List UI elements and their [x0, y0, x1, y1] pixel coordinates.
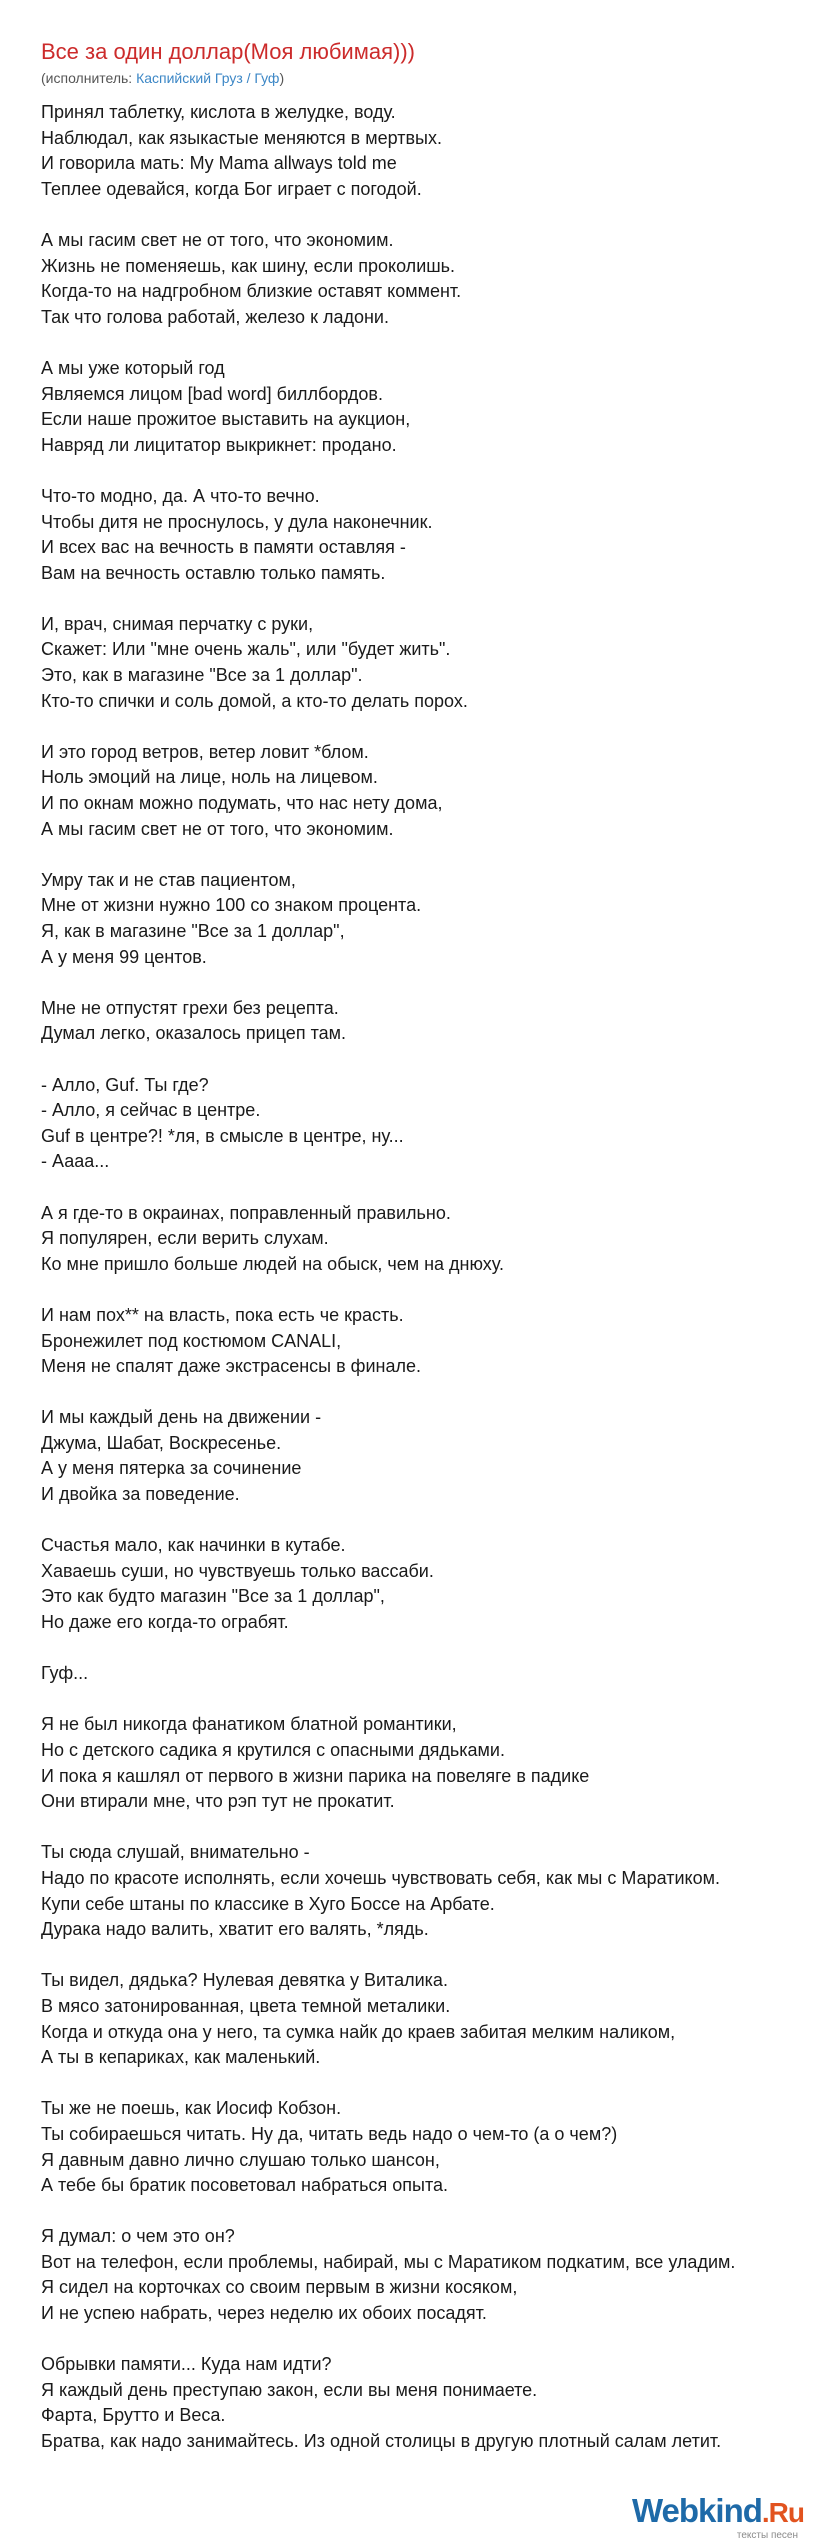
lyrics-line: Купи себе штаны по классике в Хуго Боссе на Арбате.: [41, 1893, 495, 1914]
lyrics-line: Джума, Шабат, Воскресенье.: [41, 1432, 282, 1453]
lyrics-line: - Аааа...: [41, 1151, 110, 1172]
lyrics-line: А мы уже который год: [41, 357, 225, 378]
lyrics-line: Кто-то спички и соль домой, а кто-то делать порох.: [41, 690, 468, 711]
lyrics-stanza: [41, 484, 818, 586]
artist-prefix: (исполнитель:: [41, 70, 137, 86]
lyrics-stanza: [41, 1712, 818, 1814]
lyrics-stanza: [41, 868, 818, 970]
lyrics-line: Что-то модно, да. А что-то вечно.: [41, 485, 320, 506]
lyrics-line: И по окнам можно подумать, что нас нету дома,: [41, 793, 443, 814]
artist-link[interactable]: Каспийский Груз / Гуф: [136, 70, 280, 86]
lyrics-line: Но даже его когда-то ограбят.: [41, 1612, 289, 1633]
lyrics-line: Я не был никогда фанатиком блатной романтики,: [41, 1714, 457, 1735]
lyrics-line: А я где-то в окраинах, поправленный правильно.: [41, 1202, 451, 1223]
lyrics-stanza: [41, 1201, 818, 1278]
lyrics-line: И пока я кашлял от первого в жизни парика на повеляге в падике: [41, 1765, 590, 1786]
lyrics-line: Скажет: Или "мне очень жаль", или "будет жить".: [41, 639, 451, 660]
lyrics-line: Это, как в магазине "Все за 1 доллар".: [41, 665, 363, 686]
lyrics-stanza: [41, 1533, 818, 1635]
lyrics-line: Чтобы дитя не проснулось, у дула наконечник.: [41, 511, 433, 532]
lyrics-line: Мне не отпустят грехи без рецепта.: [41, 997, 339, 1018]
lyrics-line: - Алло, я сейчас в центре.: [41, 1100, 261, 1121]
lyrics-line: Умру так и не став пациентом,: [41, 869, 296, 890]
lyrics-line: Это как будто магазин "Все за 1 доллар",: [41, 1586, 385, 1607]
lyrics-line: Теплее одевайся, когда Бог играет с погодой.: [41, 178, 422, 199]
lyrics-line: Наблюдал, как языкастые меняются в мертвых.: [41, 127, 442, 148]
lyrics-line: Надо по красоте исполнять, если хочешь чувствовать себя, как мы с Маратиком.: [41, 1867, 720, 1888]
lyrics-line: И, врач, снимая перчатку с руки,: [41, 613, 314, 634]
lyrics-stanza: [41, 356, 818, 458]
lyrics-line: Я каждый день преступаю закон, если вы меня понимаете.: [41, 2379, 538, 2400]
lyrics-line: А мы гасим свет не от того, что экономим.: [41, 818, 394, 839]
lyrics-stanza: [41, 100, 818, 202]
lyrics-line: Я давным давно лично слушаю только шансон,: [41, 2149, 440, 2170]
lyrics-stanza: [41, 1661, 818, 1687]
lyrics-stanza: [41, 1968, 818, 2070]
webkind-logo[interactable]: [631, 2484, 804, 2542]
lyrics-line: Мне от жизни нужно 100 со знаком процента.: [41, 895, 422, 916]
lyrics-line: И всех вас на вечность в памяти оставляя -: [41, 537, 406, 558]
artist-suffix: ): [279, 70, 285, 86]
lyrics-line: И это город ветров, ветер ловит *блом.: [41, 741, 369, 762]
lyrics-line: Они втирали мне, что рэп тут не прокатит.: [41, 1791, 395, 1812]
lyrics-line: Когда-то на надгробном близкие оставят коммент.: [41, 281, 462, 302]
lyrics-line: Являемся лицом [bad word] биллбордов.: [41, 383, 383, 404]
lyrics-stanza: [41, 1073, 818, 1175]
lyrics-line: Так что голова работай, железо к ладони.: [41, 306, 389, 327]
lyrics-line: А у меня 99 центов.: [41, 946, 207, 967]
lyrics-line: Я думал: о чем это он?: [41, 2226, 235, 2247]
lyrics-line: Вам на вечность оставлю только память.: [41, 562, 386, 583]
logo-tagline: тексты песен: [736, 2530, 798, 2541]
lyrics-stanza: [41, 612, 818, 714]
lyrics-line: Если наше прожитое выставить на аукцион,: [41, 409, 411, 430]
lyrics-line: Ты собираешься читать. Ну да, читать ведь надо о чем-то (а о чем?): [41, 2123, 618, 2144]
lyrics-line: В мясо затонированная, цвета темной металики.: [41, 1995, 451, 2016]
lyrics-line: А ты в кепариках, как маленький.: [41, 2047, 321, 2068]
lyrics-line: А у меня пятерка за сочинение: [41, 1458, 302, 1479]
lyrics-line: Обрывки памяти... Куда нам идти?: [41, 2354, 332, 2375]
lyrics-stanza: [41, 740, 818, 842]
lyrics-line: Фарта, Брутто и Веса.: [41, 2405, 226, 2426]
lyrics-line: И не успею набрать, через неделю их обоих посадят.: [41, 2303, 487, 2324]
lyrics-stanza: [41, 2096, 818, 2198]
lyrics-body: [41, 100, 818, 2455]
lyrics-line: Когда и откуда она у него, та сумка найк до краев забитая мелким наликом,: [41, 2021, 676, 2042]
lyrics-line: А тебе бы братик посоветовал набраться опыта.: [41, 2175, 449, 2196]
lyrics-line: Гуф...: [41, 1663, 89, 1684]
lyrics-line: Ты же не поешь, как Иосиф Кобзон.: [41, 2098, 342, 2119]
lyrics-line: Ты видел, дядька? Нулевая девятка у Виталика.: [41, 1970, 448, 1991]
lyrics-line: Жизнь не поменяешь, как шину, если проколишь.: [41, 255, 456, 276]
lyrics-line: Навряд ли лицитатор выкрикнет: продано.: [41, 434, 397, 455]
lyrics-line: Меня не спалят даже экстрасенсы в финале.: [41, 1356, 421, 1377]
lyrics-line: Счастья мало, как начинки в кутабе.: [41, 1535, 346, 1556]
lyrics-line: Дурака надо валить, хватит его валять, *лядь.: [41, 1919, 429, 1940]
lyrics-line: Принял таблетку, кислота в желудке, воду.: [41, 102, 396, 122]
lyrics-line: Хаваешь суши, но чувствуешь только вассаби.: [41, 1560, 434, 1581]
lyrics-line: Guf в центре?! *ля, в смысле в центре, ну...: [41, 1125, 404, 1146]
lyrics-line: Бронежилет под костюмом CANALI,: [41, 1330, 342, 1351]
lyrics-line: И говорила мать: My Mama allways told me: [41, 153, 397, 174]
lyrics-line: Я сидел на корточках со своим первым в жизни косяком,: [41, 2277, 518, 2298]
song-title: Все за один доллар(Моя любимая))): [41, 39, 415, 64]
lyrics-line: Ты сюда слушай, внимательно -: [41, 1842, 310, 1863]
lyrics-stanza: [41, 1840, 818, 1942]
lyrics-stanza: [41, 1405, 818, 1507]
lyrics-stanza: [41, 2224, 818, 2326]
lyrics-line: И мы каждый день на движении -: [41, 1407, 322, 1428]
lyrics-line: - Алло, Guf. Ты где?: [41, 1074, 209, 1095]
lyrics-stanza: [41, 996, 818, 1047]
logo-wordmark: Webkind.Ru: [631, 2492, 804, 2529]
artist-line: [41, 68, 818, 88]
lyrics-stanza: [41, 2352, 818, 2454]
lyrics-stanza: [41, 1303, 818, 1380]
lyrics-line: Братва, как надо занимайтесь. Из одной столицы в другую плотный салам летит.: [41, 2431, 722, 2452]
lyrics-line: Ко мне пришло больше людей на обыск, чем на днюху.: [41, 1253, 504, 1274]
lyrics-line: Вот на телефон, если проблемы, набирай, мы с Маратиком подкатим, все уладим.: [41, 2251, 736, 2272]
lyrics-line: Я, как в магазине "Все за 1 доллар",: [41, 921, 345, 941]
lyrics-line: И нам пох** на власть, пока есть че красть.: [41, 1304, 404, 1325]
lyrics-line: Ноль эмоций на лице, ноль на лицевом.: [41, 767, 378, 788]
lyrics-line: Но с детского садика я крутился с опасными дядьками.: [41, 1740, 505, 1760]
lyrics-line: И двойка за поведение.: [41, 1484, 240, 1505]
lyrics-stanza: [41, 228, 818, 330]
lyrics-line: Я популярен, если верить слухам.: [41, 1228, 329, 1249]
lyrics-line: Думал легко, оказалось прицеп там.: [41, 1023, 346, 1044]
lyrics-line: А мы гасим свет не от того, что экономим.: [41, 229, 394, 250]
